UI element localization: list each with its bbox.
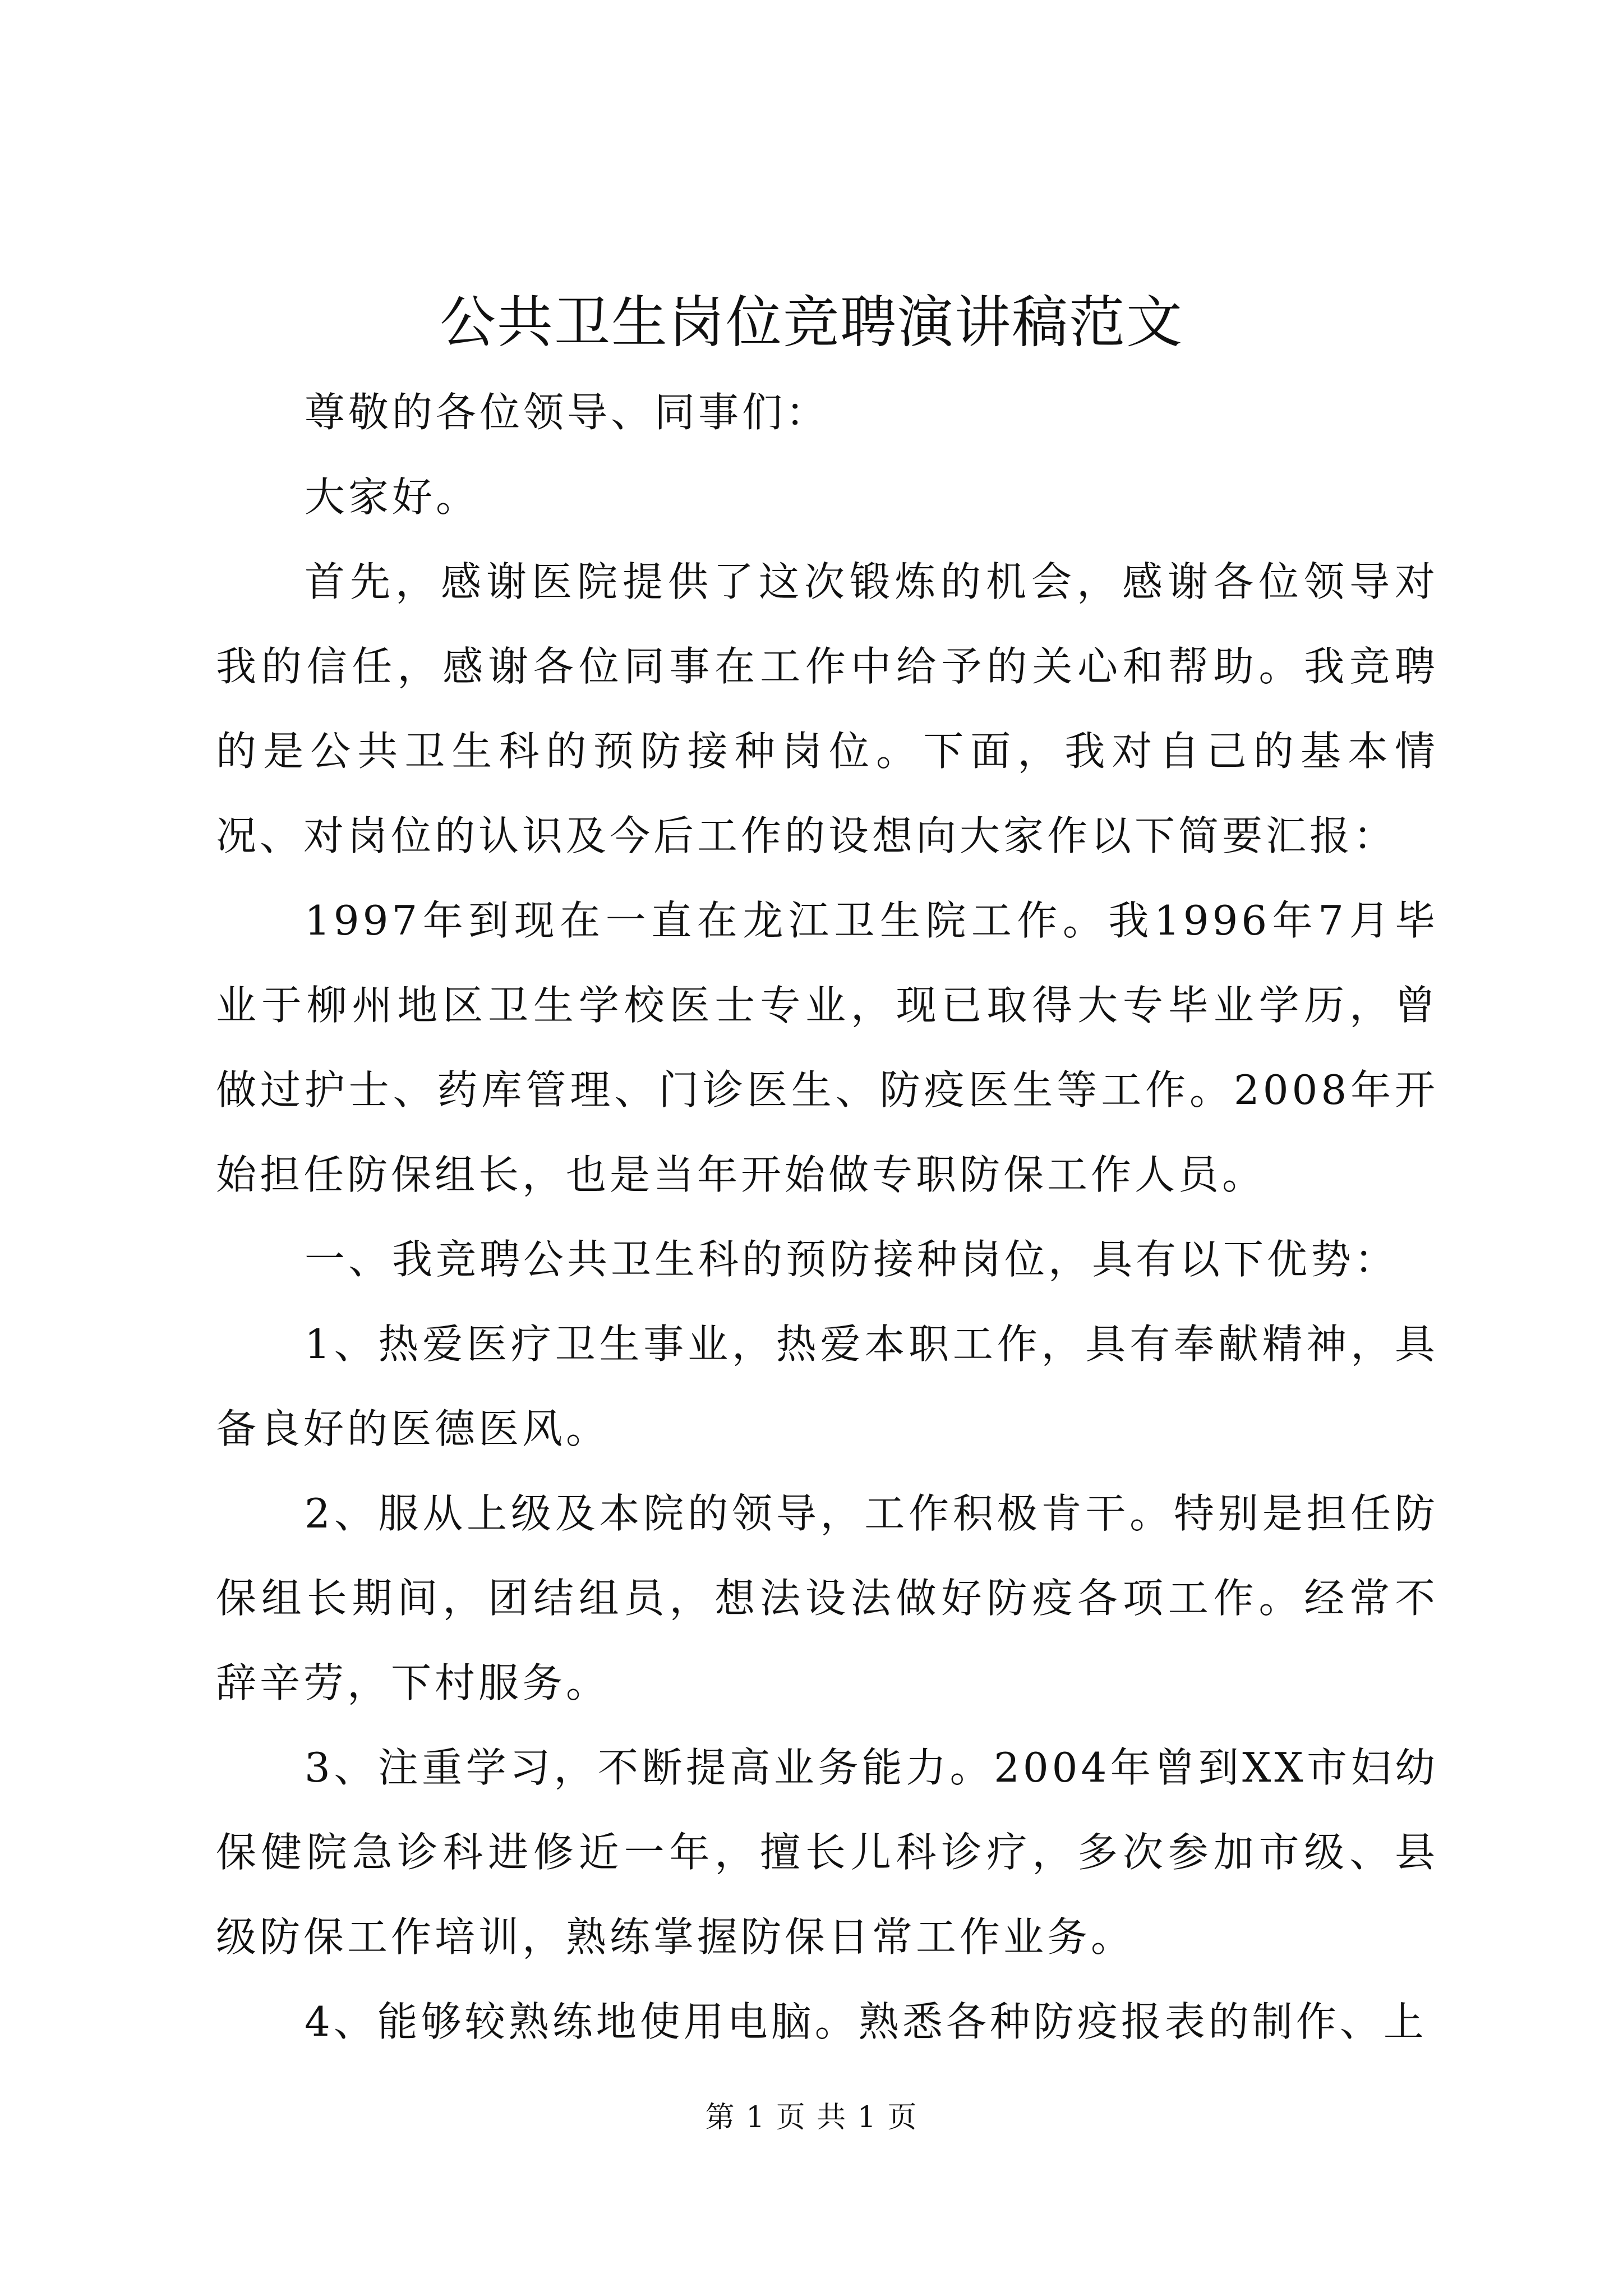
document-title: 公共卫生岗位竞聘演讲稿范文 bbox=[440, 289, 1183, 355]
list-item-2: 2、服从上级及本院的领导，工作积极肯干。特别是担任防保组长期间，团结组员，想法设法做好防疫各项工作。经常不辞辛劳，下村服务。 bbox=[216, 1490, 1438, 1706]
list-item-3: 3、注重学习，不断提高业务能力。2004年曾到XX市妇幼保健院急诊科进修近一年，擅长儿科诊疗，多次参加市级、县级防保工作培训，熟练掌握防保日常工作业务。 bbox=[216, 1744, 1438, 1961]
paragraph-background: 1997年到现在一直在龙江卫生院工作。我1996年7月毕业于柳州地区卫生学校医士专业，现已取得大专毕业学历，曾做过护士、药库管理、门诊医生、防疫医生等工作。2008年开始担任防保组长，也是当年开始做专职防保工作人员。 bbox=[216, 897, 1438, 1198]
paragraph-intro: 首先，感谢医院提供了这次锻炼的机会，感谢各位领导对我的信任，感谢各位同事在工作中给予的关心和帮助。我竞聘的是公共卫生科的预防接种岗位。下面，我对自己的基本情况、对岗位的认识及今后工作的设想向大家作以下简要汇报： bbox=[216, 558, 1438, 859]
document-body bbox=[216, 370, 1438, 2064]
greeting: 大家好。 bbox=[305, 473, 480, 521]
salutation: 尊敬的各位领导、同事们： bbox=[305, 389, 830, 436]
page-footer: 第 1 页 共 1 页 bbox=[705, 2101, 918, 2134]
list-item-4: 4、能够较熟练地使用电脑。熟悉各种防疫报表的制作、上 bbox=[305, 1998, 1427, 2045]
list-item-1: 1、热爱医疗卫生事业，热爱本职工作，具有奉献精神，具备良好的医德医风。 bbox=[216, 1320, 1438, 1452]
section-heading-advantages: 一、我竞聘公共卫生科的预防接种岗位，具有以下优势： bbox=[305, 1236, 1399, 1283]
